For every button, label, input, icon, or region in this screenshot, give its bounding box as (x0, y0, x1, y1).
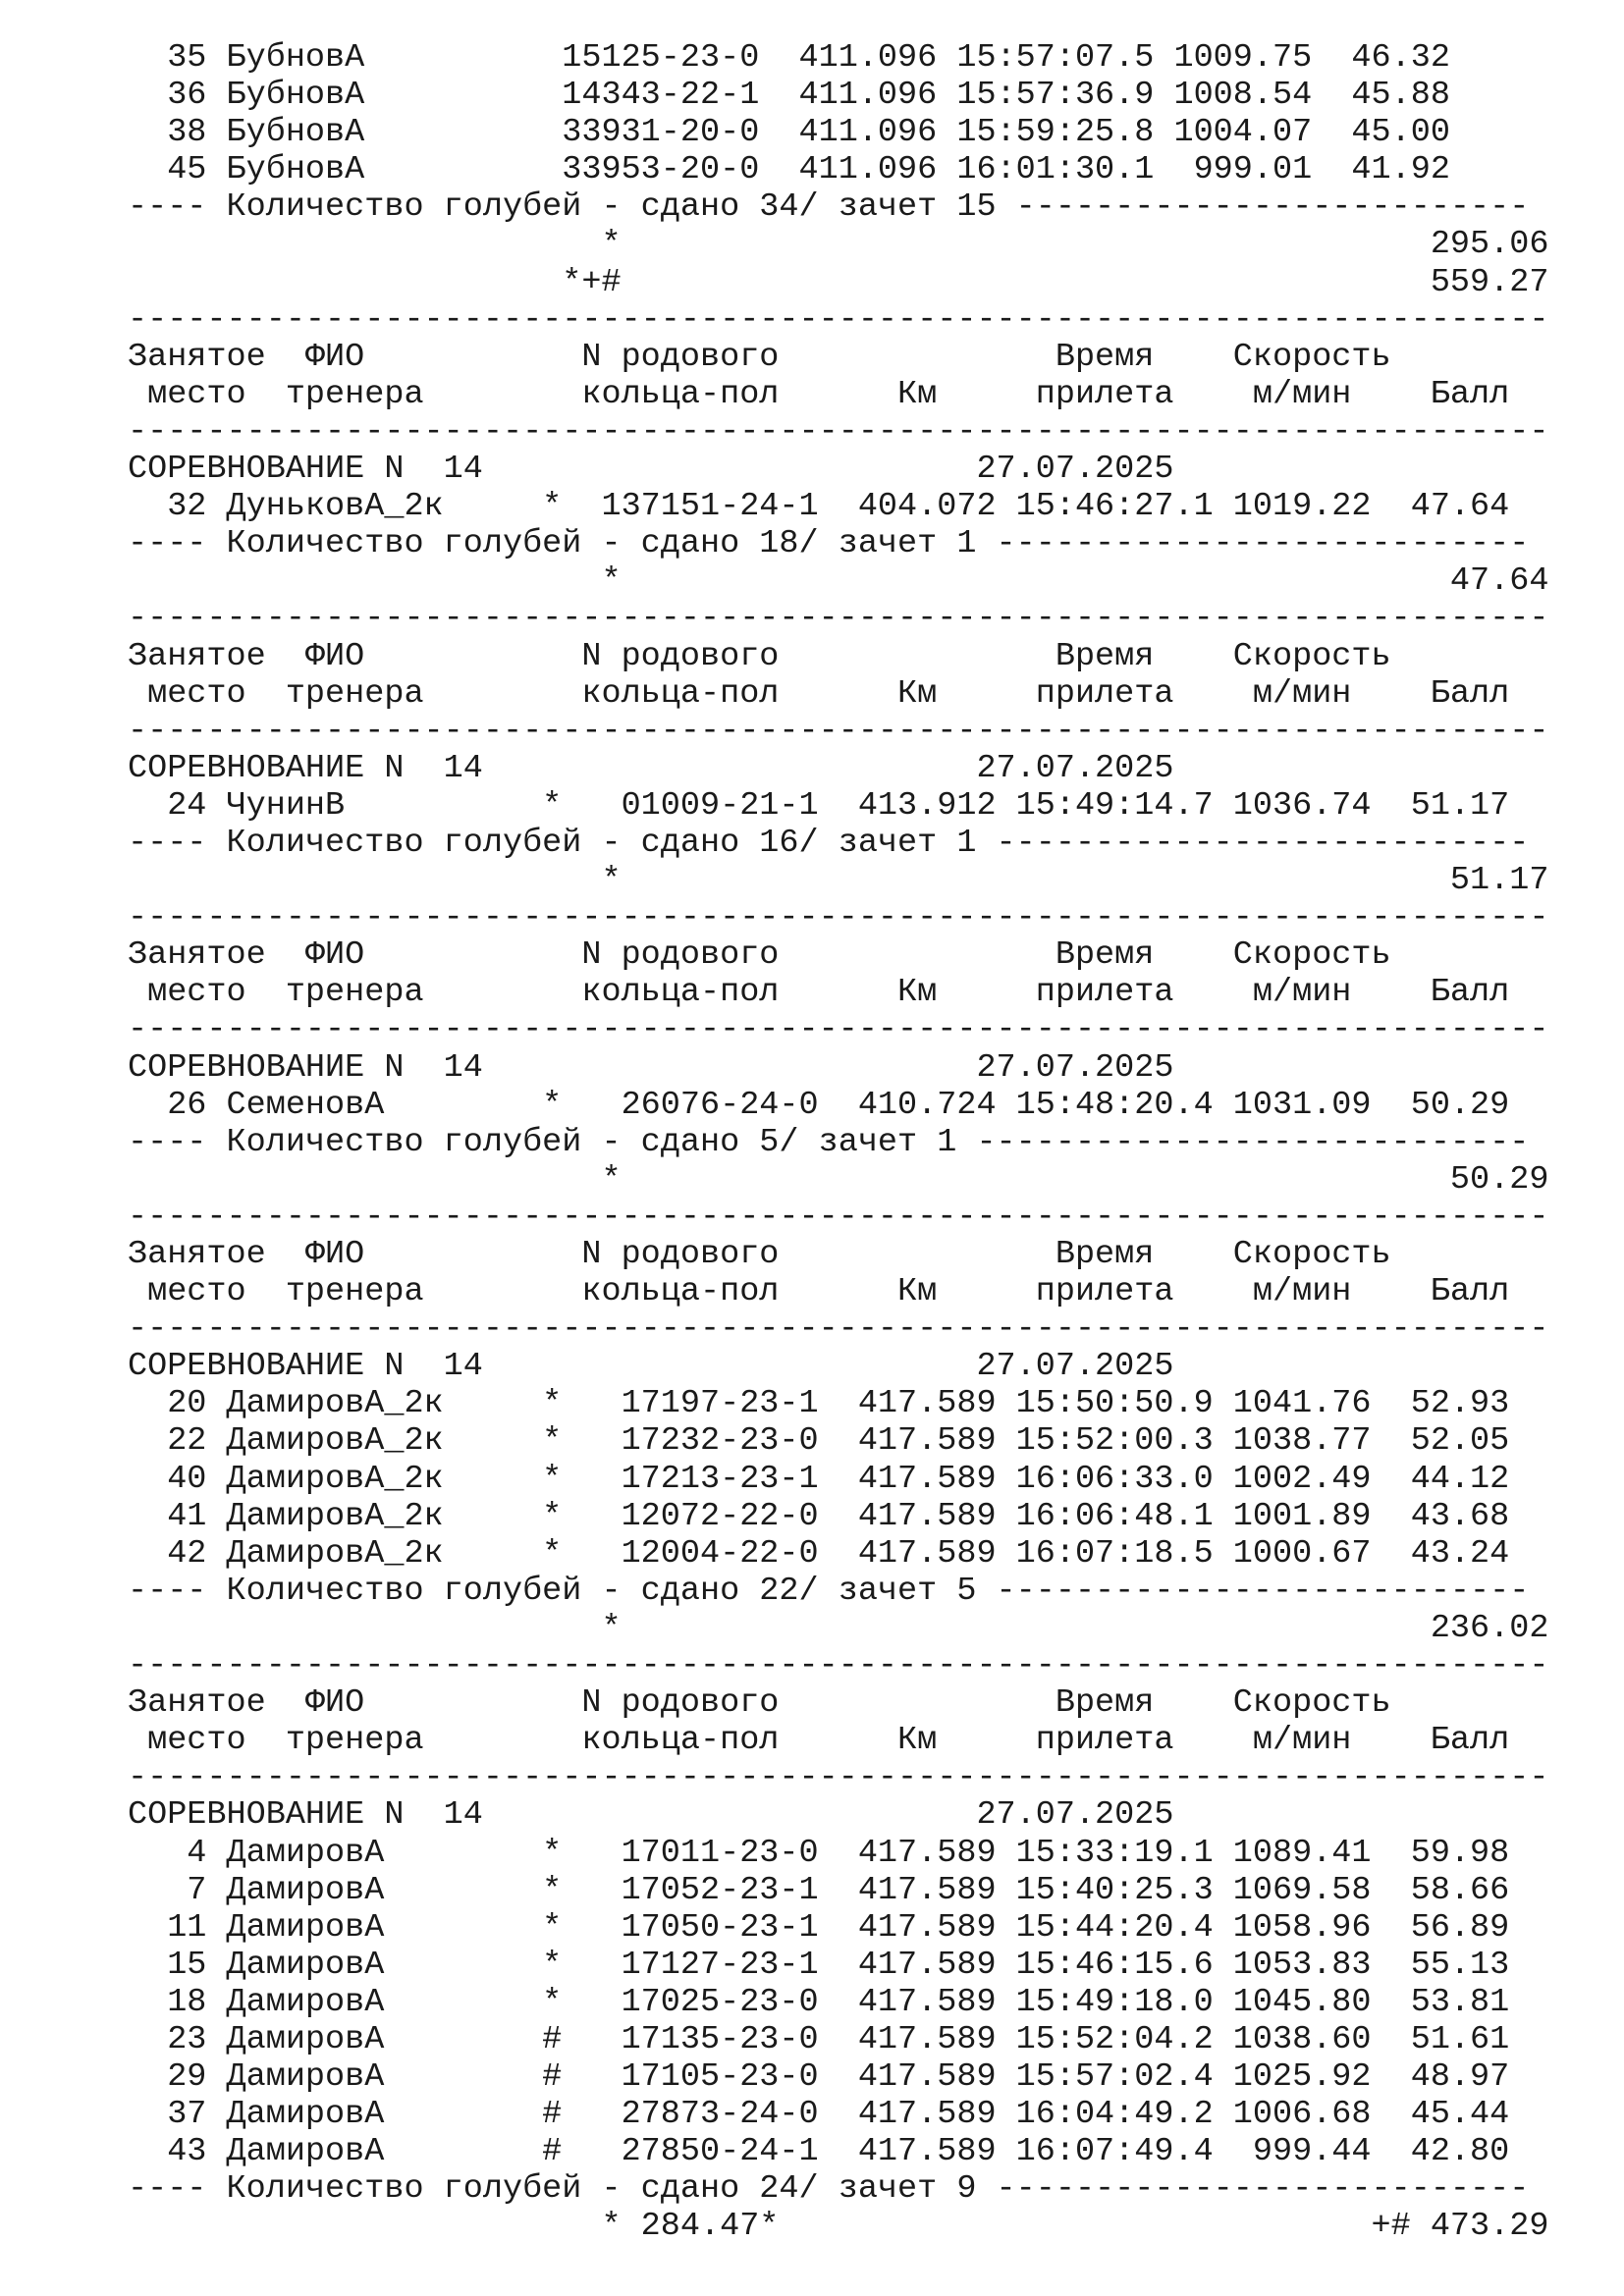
report-line: 15 ДамировА * 17127-23-1 417.589 15:46:15.6 1053.83 55.13 (128, 1946, 1510, 1984)
report-line: 36 БубновА 14343-22-1 411.096 15:57:36.9 1008.54 45.88 (128, 77, 1450, 115)
report-line: место тренера кольца-пол Км прилета м/мин Балл (128, 1722, 1510, 1760)
report-line: ------------------------------------------------------------------------ (128, 600, 1549, 638)
report-line: ---- Количество голубей - сдано 5/ зачет 1 ---------------------------- (128, 1123, 1530, 1161)
report-line: 22 ДамировА_2к * 17232-23-0 417.589 15:52:00.3 1038.77 52.05 (128, 1422, 1510, 1461)
report-line: 35 БубновА 15125-23-0 411.096 15:57:07.5 1009.75 46.32 (128, 39, 1450, 77)
report-line: * 50.29 (128, 1160, 1549, 1199)
report-line: ------------------------------------------------------------------------ (128, 1198, 1549, 1236)
report-line: место тренера кольца-пол Км прилета м/мин Балл (128, 1273, 1510, 1311)
report-line: Занятое ФИО N родового Время Скорость (128, 637, 1391, 675)
report-line: ------------------------------------------------------------------------ (128, 899, 1549, 937)
report-line: ------------------------------------------------------------------------ (128, 712, 1549, 750)
report-line: 24 ЧунинВ * 01009-21-1 413.912 15:49:14.7 1036.74 51.17 (128, 786, 1510, 825)
report-line: 37 ДамировА # 27873-24-0 417.589 16:04:49.2 1006.68 45.44 (128, 2096, 1510, 2134)
report-line: СОРЕВНОВАНИЕ N 14 27.07.2025 (128, 1348, 1174, 1386)
report-line: 29 ДамировА # 17105-23-0 417.589 15:57:02.4 1025.92 48.97 (128, 2058, 1510, 2097)
report-line: место тренера кольца-пол Км прилета м/мин Балл (128, 974, 1510, 1012)
report-line: ---- Количество голубей - сдано 18/ зачет 1 --------------------------- (128, 525, 1530, 563)
report-line: ------------------------------------------------------------------------ (128, 300, 1549, 339)
report-line: 32 ДуньковА_2к * 137151-24-1 404.072 15:46:27.1 1019.22 47.64 (128, 488, 1510, 526)
report-line: 18 ДамировА * 17025-23-0 417.589 15:49:18.0 1045.80 53.81 (128, 1983, 1510, 2021)
results-report (128, 39, 1548, 2246)
report-line: 45 БубновА 33953-20-0 411.096 16:01:30.1 999.01 41.92 (128, 151, 1450, 189)
report-line: 7 ДамировА * 17052-23-1 417.589 15:40:25.3 1069.58 58.66 (128, 1871, 1510, 1909)
report-line: 11 ДамировА * 17050-23-1 417.589 15:44:20.4 1058.96 56.89 (128, 1908, 1510, 1947)
report-line: *+# 559.27 (128, 263, 1549, 301)
report-line: 43 ДамировА # 27850-24-1 417.589 16:07:49.4 999.44 42.80 (128, 2133, 1510, 2171)
report-line: СОРЕВНОВАНИЕ N 14 27.07.2025 (128, 1048, 1174, 1087)
report-line: ---- Количество голубей - сдано 16/ зачет 1 --------------------------- (128, 824, 1530, 862)
report-line: ---- Количество голубей - сдано 34/ зачет 15 -------------------------- (128, 188, 1530, 227)
report-line: 26 СеменовА * 26076-24-0 410.724 15:48:20.4 1031.09 50.29 (128, 1086, 1510, 1124)
report-line: Занятое ФИО N родового Время Скорость (128, 1684, 1391, 1723)
report-line: 38 БубновА 33931-20-0 411.096 15:59:25.8 1004.07 45.00 (128, 114, 1450, 152)
report-line: ---- Количество голубей - сдано 22/ зачет 5 --------------------------- (128, 1572, 1530, 1610)
report-line: 41 ДамировА_2к * 12072-22-0 417.589 16:06:48.1 1001.89 43.68 (128, 1497, 1510, 1535)
report-line: 42 ДамировА_2к * 12004-22-0 417.589 16:07:18.5 1000.67 43.24 (128, 1534, 1510, 1573)
report-line: Занятое ФИО N родового Время Скорость (128, 1236, 1391, 1273)
report-line: * 236.02 (128, 1609, 1549, 1647)
report-line: место тренера кольца-пол Км прилета м/мин Балл (128, 375, 1510, 413)
report-line: ------------------------------------------------------------------------ (128, 1011, 1549, 1049)
report-line: 23 ДамировА # 17135-23-0 417.589 15:52:04.2 1038.60 51.61 (128, 2020, 1510, 2058)
report-line: * 51.17 (128, 862, 1549, 900)
report-line: 20 ДамировА_2к * 17197-23-1 417.589 15:50:50.9 1041.76 52.93 (128, 1385, 1510, 1423)
report-line: ------------------------------------------------------------------------ (128, 1310, 1549, 1349)
report-line: * 47.64 (128, 562, 1549, 601)
report-line: СОРЕВНОВАНИЕ N 14 27.07.2025 (128, 451, 1174, 489)
report-line: Занятое ФИО N родового Время Скорость (128, 338, 1391, 376)
report-line: ------------------------------------------------------------------------ (128, 1647, 1549, 1685)
report-line: * 295.06 (128, 226, 1549, 264)
report-line: ------------------------------------------------------------------------ (128, 1759, 1549, 1797)
report-line: * 284.47* +# 473.29 (128, 2208, 1549, 2246)
report-line: место тренера кольца-пол Км прилета м/мин Балл (128, 674, 1510, 713)
report-line: Занятое ФИО N родового Время Скорость (128, 936, 1391, 975)
report-line: ------------------------------------------------------------------------ (128, 412, 1549, 451)
report-line: ---- Количество голубей - сдано 24/ зачет 9 --------------------------- (128, 2170, 1530, 2209)
report-line: СОРЕВНОВАНИЕ N 14 27.07.2025 (128, 1796, 1174, 1835)
report-line: СОРЕВНОВАНИЕ N 14 27.07.2025 (128, 749, 1174, 787)
report-line: 4 ДамировА * 17011-23-0 417.589 15:33:19.1 1089.41 59.98 (128, 1834, 1510, 1872)
report-line: 40 ДамировА_2к * 17213-23-1 417.589 16:06:33.0 1002.49 44.12 (128, 1460, 1510, 1498)
